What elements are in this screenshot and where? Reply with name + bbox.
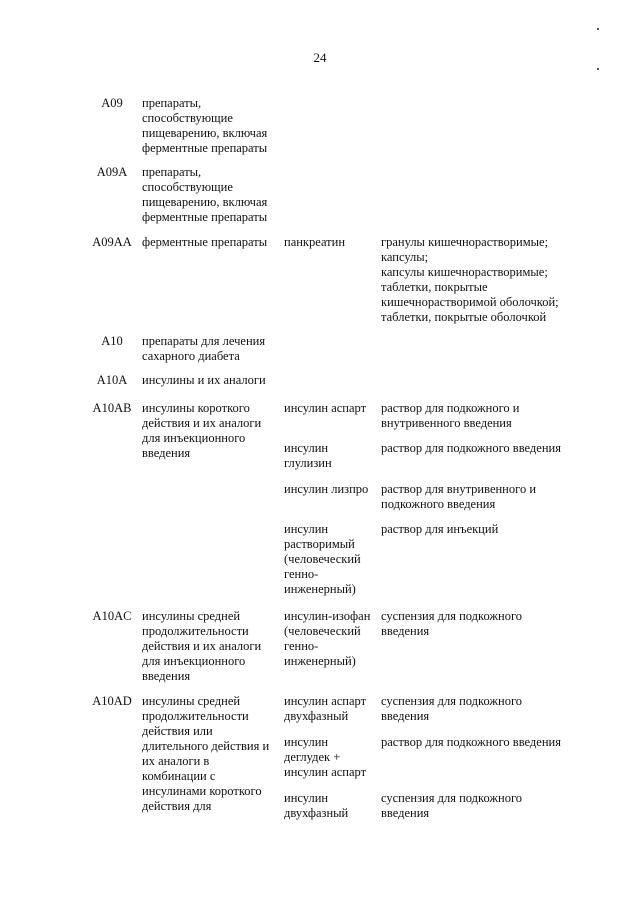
group-name [142, 401, 280, 461]
drug-name [284, 791, 380, 821]
form-line: таблетки, покрытые [381, 280, 488, 294]
atc-code: A10 [101, 334, 123, 348]
group-line: действия и их аналоги [142, 416, 262, 430]
group-line: инсулины короткого [142, 401, 250, 415]
drug-name [284, 235, 380, 250]
group-line: инсулины средней [142, 694, 241, 708]
scan-mark [597, 28, 599, 30]
group-line: введения [142, 669, 191, 683]
group-name [142, 694, 280, 814]
group-line: пищеварению, включая [142, 126, 268, 140]
drug-name [284, 735, 380, 780]
form-line: капсулы; [381, 250, 429, 264]
drug-line: деглудек + [284, 750, 341, 764]
form-line: введения [381, 806, 430, 820]
drug-line: генно- [284, 567, 319, 581]
group-line: их аналоги в [142, 754, 210, 768]
drug-line: инсулин лизпро [284, 482, 369, 496]
drug-name [284, 401, 380, 416]
drug-line: инженерный) [284, 654, 356, 668]
group-line: для инъекционного [142, 431, 246, 445]
group-line: длительного действия и [142, 739, 270, 753]
group-line: продолжительности [142, 624, 249, 638]
drug-line: двухфазный [284, 806, 349, 820]
drug-name [284, 441, 380, 471]
atc-code: A10AD [92, 694, 132, 708]
group-line: сахарного диабета [142, 349, 240, 363]
group-line: препараты, [142, 165, 202, 179]
dosage-form [381, 235, 611, 325]
drug-line: глулизин [284, 456, 332, 470]
group-name [142, 96, 280, 156]
group-line: препараты для лечения [142, 334, 266, 348]
drug-line: (человеческий [284, 552, 361, 566]
drug-line: (человеческий [284, 624, 361, 638]
group-line: инсулины средней [142, 609, 241, 623]
form-line: раствор для внутривенного и [381, 482, 537, 496]
atc-code: A10A [96, 373, 128, 387]
form-line: гранулы кишечнорастворимые; [381, 235, 549, 249]
drug-line: инсулин аспарт [284, 401, 367, 415]
group-line: ферментные препараты [142, 210, 268, 224]
group-name [142, 235, 280, 250]
group-name [142, 609, 280, 684]
group-name [142, 165, 280, 225]
group-line: продолжительности [142, 709, 249, 723]
group-line: инсулины и их аналоги [142, 373, 266, 387]
group-line: комбинации с [142, 769, 216, 783]
group-line: ферментные препараты [142, 141, 268, 155]
drug-line: инсулин [284, 441, 329, 455]
drug-name [284, 522, 380, 597]
drug-line: инсулин аспарт [284, 765, 367, 779]
form-line: суспензия для подкожного [381, 694, 523, 708]
drug-name [284, 482, 380, 497]
dosage-form [381, 735, 611, 750]
group-line: для инъекционного [142, 654, 246, 668]
scan-mark [597, 68, 599, 70]
page-number: 24 [313, 50, 327, 65]
drug-name [284, 694, 380, 724]
dosage-form [381, 609, 611, 639]
group-line: действия и их аналоги [142, 639, 262, 653]
drug-line: инсулин-изофан [284, 609, 371, 623]
group-line: действия для [142, 799, 212, 813]
form-line: внутривенного введения [381, 416, 512, 430]
group-line: введения [142, 446, 191, 460]
form-line: раствор для подкожного введения [381, 735, 561, 749]
group-line: способствующие [142, 180, 233, 194]
drug-line: инсулин [284, 522, 329, 536]
form-line: раствор для инъекций [381, 522, 499, 536]
form-line: раствор для подкожного введения [381, 441, 561, 455]
dosage-form [381, 482, 611, 512]
drug-name [284, 609, 380, 669]
group-line: препараты, [142, 96, 202, 110]
atc-code: A09A [96, 165, 128, 179]
form-line: таблетки, покрытые оболочкой [381, 310, 547, 324]
form-line: суспензия для подкожного [381, 791, 523, 805]
form-line: раствор для подкожного и [381, 401, 520, 415]
drug-line: генно- [284, 639, 319, 653]
group-line: ферментные препараты [142, 235, 268, 249]
group-name [142, 334, 280, 364]
form-line: капсулы кишечнорастворимые; [381, 265, 548, 279]
form-line: подкожного введения [381, 497, 496, 511]
drug-line: панкреатин [284, 235, 346, 249]
dosage-form [381, 791, 611, 821]
form-line: кишечнорастворимой оболочкой; [381, 295, 559, 309]
drug-line: инсулин аспарт [284, 694, 367, 708]
atc-code: A10AB [92, 401, 132, 415]
dosage-form [381, 401, 611, 431]
drug-line: инсулин [284, 791, 329, 805]
drug-line: инсулин [284, 735, 329, 749]
form-line: введения [381, 624, 430, 638]
group-line: действия или [142, 724, 213, 738]
atc-code: A10AC [92, 609, 132, 623]
form-line: суспензия для подкожного [381, 609, 523, 623]
drug-line: инженерный) [284, 582, 356, 596]
dosage-form [381, 441, 611, 456]
dosage-form [381, 522, 611, 537]
atc-code: A09AA [92, 235, 132, 249]
group-line: способствующие [142, 111, 233, 125]
dosage-form [381, 694, 611, 724]
group-line: инсулинами короткого [142, 784, 262, 798]
form-line: введения [381, 709, 430, 723]
drug-line: растворимый [284, 537, 355, 551]
drug-line: двухфазный [284, 709, 349, 723]
group-line: пищеварению, включая [142, 195, 268, 209]
group-name [142, 373, 280, 388]
atc-code: A09 [101, 96, 123, 110]
